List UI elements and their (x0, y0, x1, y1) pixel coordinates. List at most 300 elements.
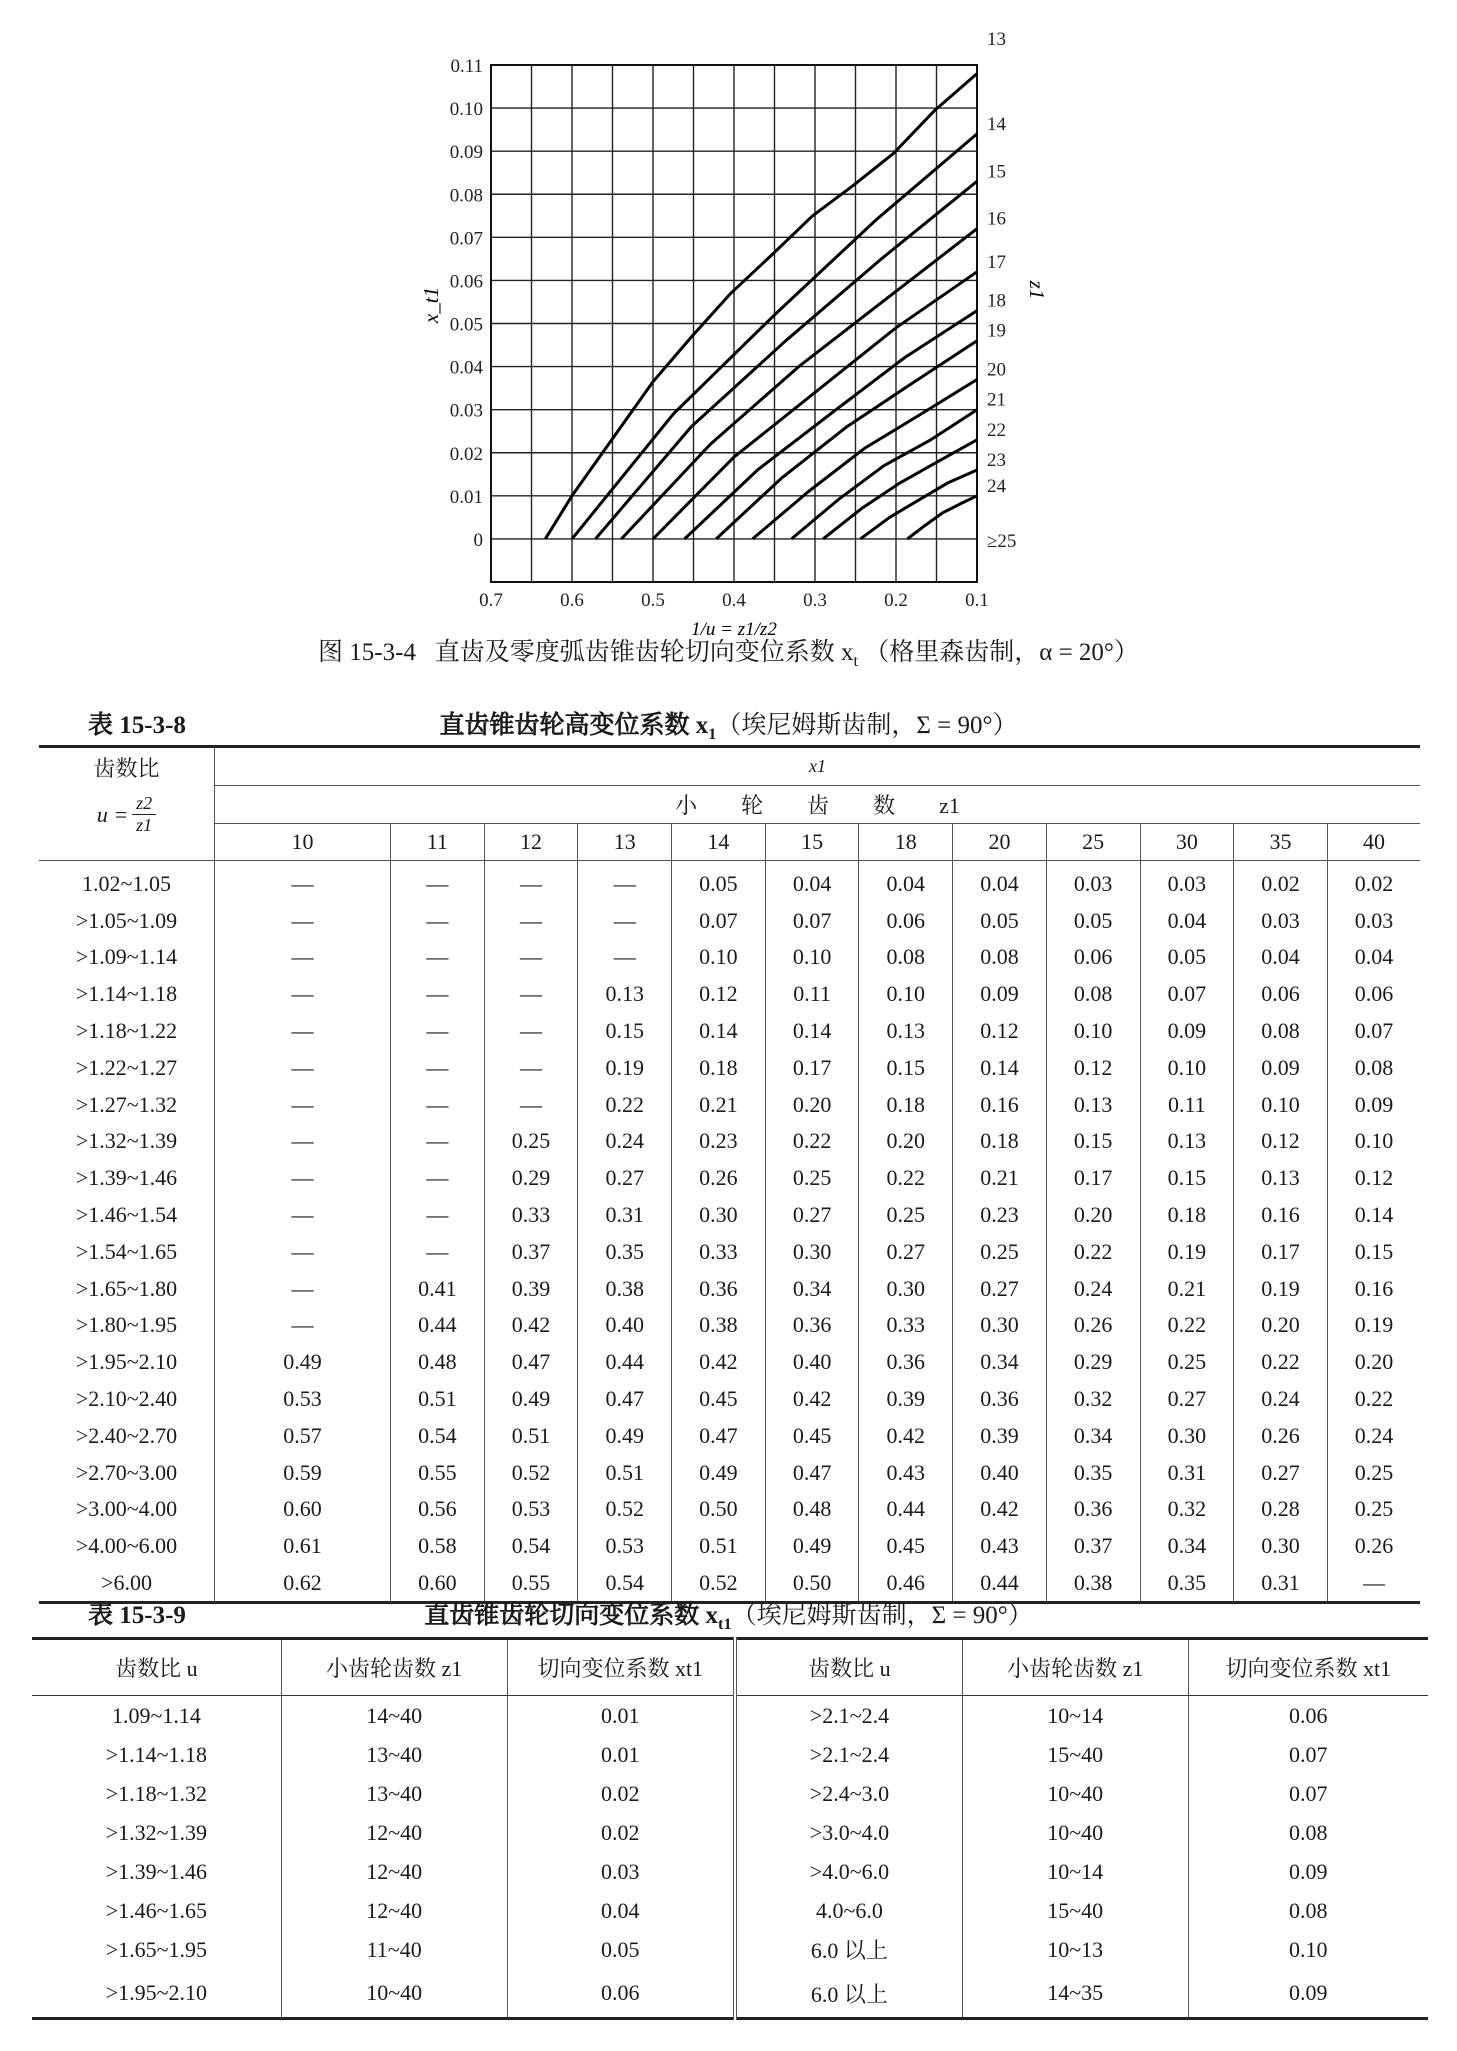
x-tick-label: 0.5 (641, 590, 665, 611)
value-cell: 0.25 (1140, 1344, 1234, 1381)
shift-coefficient-cell: 0.09 (1188, 1969, 1428, 2019)
table2-title-suffix: （埃尼姆斯齿制，Σ = 90°） (731, 1602, 1033, 1629)
table-row (39, 1454, 1420, 1491)
figure-title-suffix: （格里森齿制，α = 20°） (864, 639, 1139, 666)
shift-coefficient-cell: 0.07 (1188, 1774, 1428, 1813)
value-cell: — (215, 1160, 391, 1197)
series-label: 15 (987, 161, 1006, 183)
value-cell: 0.10 (859, 976, 953, 1013)
value-cell: 0.27 (953, 1270, 1047, 1307)
table-row (39, 1233, 1420, 1270)
table2-title-sub: t1 (718, 1615, 732, 1633)
value-cell: 0.10 (1140, 1049, 1234, 1086)
value-cell: 0.51 (672, 1528, 766, 1565)
x-tick-label: 0.4 (722, 590, 746, 611)
table-row (39, 1049, 1420, 1086)
ratio-cell: 6.0 以上 (735, 1969, 962, 2019)
y-tick-label: 0.07 (449, 228, 483, 250)
value-cell: 0.03 (1046, 861, 1140, 902)
value-cell: 0.08 (1327, 1049, 1420, 1086)
value-cell: 0.49 (765, 1528, 859, 1565)
value-cell: 0.14 (765, 1013, 859, 1050)
x-tick-label: 0.3 (803, 590, 827, 611)
value-cell: 0.45 (672, 1381, 766, 1418)
ratio-cell: >2.1~2.4 (735, 1696, 962, 1736)
value-cell: 0.53 (578, 1528, 672, 1565)
value-cell: 0.20 (859, 1123, 953, 1160)
y-tick-label: 0.02 (449, 443, 483, 465)
value-cell: 0.13 (578, 976, 672, 1013)
value-cell: 0.02 (1327, 861, 1420, 902)
value-cell: — (215, 1270, 391, 1307)
value-cell: 0.22 (578, 1086, 672, 1123)
column-header: 35 (1234, 823, 1328, 861)
pinion-teeth-cell: 10~40 (962, 1774, 1188, 1813)
ratio-cell: >2.1~2.4 (735, 1735, 962, 1774)
ratio-cell: >4.0~6.0 (735, 1852, 962, 1891)
ratio-cell: >1.54~1.65 (75, 1238, 178, 1264)
y-tick-label: 0.09 (449, 142, 483, 164)
value-cell: 0.27 (578, 1160, 672, 1197)
value-cell: 0.52 (484, 1454, 578, 1491)
value-cell: 0.21 (953, 1160, 1047, 1197)
value-cell: 0.60 (215, 1491, 391, 1528)
value-cell: 0.12 (672, 976, 766, 1013)
table1-title-main: 直齿锥齿轮高变位系数 x (439, 712, 709, 739)
table-row (39, 1307, 1420, 1344)
table-row (32, 1969, 1428, 2019)
value-cell: 0.27 (765, 1197, 859, 1234)
value-cell: 0.09 (1140, 1013, 1234, 1050)
value-cell: 0.13 (859, 1013, 953, 1050)
ratio-cell: >3.00~4.00 (75, 1496, 178, 1522)
value-cell: 0.05 (1046, 902, 1140, 939)
ratio-cell: >1.39~1.46 (75, 1165, 178, 1191)
value-cell: 0.08 (953, 939, 1047, 976)
value-cell: 0.03 (1234, 902, 1328, 939)
value-cell: 0.22 (859, 1160, 953, 1197)
value-cell: 0.60 (391, 1565, 485, 1603)
value-cell: 0.12 (1327, 1160, 1420, 1197)
value-cell: 0.43 (953, 1528, 1047, 1565)
figure-number: 图 15-3-4 (318, 639, 416, 666)
pinion-teeth-cell: 15~40 (962, 1891, 1188, 1930)
value-cell: 0.12 (1046, 1049, 1140, 1086)
series-label: 20 (987, 359, 1006, 381)
shift-coefficient-cell: 0.01 (507, 1735, 735, 1774)
value-cell: 0.06 (1046, 939, 1140, 976)
value-cell: — (391, 1197, 485, 1234)
ratio-cell: >1.05~1.09 (75, 907, 178, 933)
value-cell: 0.42 (672, 1344, 766, 1381)
ratio-cell: 6.0 以上 (735, 1930, 962, 1969)
series-label: 14 (987, 113, 1006, 135)
table1-title-sub: 1 (708, 725, 717, 743)
value-cell: 0.06 (859, 902, 953, 939)
shift-coefficient-cell: 0.02 (507, 1813, 735, 1852)
column-header: 小齿轮齿数 z1 (962, 1639, 1188, 1696)
value-cell: 0.13 (1234, 1160, 1328, 1197)
value-cell: 0.11 (1140, 1086, 1234, 1123)
value-cell: — (484, 1013, 578, 1050)
value-cell: 0.09 (1234, 1049, 1328, 1086)
series-label: 18 (987, 290, 1006, 312)
value-cell: — (215, 861, 391, 902)
ratio-header: 齿数比 (93, 756, 160, 781)
value-cell: 0.31 (578, 1197, 672, 1234)
table1-title (0, 705, 1457, 744)
value-cell: 0.07 (1327, 1013, 1420, 1050)
value-cell: 0.25 (859, 1197, 953, 1234)
table-row (39, 1381, 1420, 1418)
table1-number: 表 15-3-8 (88, 712, 186, 739)
value-cell: 0.38 (672, 1307, 766, 1344)
ratio-cell: >1.14~1.18 (75, 981, 178, 1007)
value-cell: 0.42 (765, 1381, 859, 1418)
value-cell: — (484, 939, 578, 976)
value-cell: — (484, 902, 578, 939)
value-cell: 0.07 (1140, 976, 1234, 1013)
pinion-teeth-cell: 14~40 (281, 1696, 507, 1736)
value-cell: 0.21 (672, 1086, 766, 1123)
value-cell: 0.62 (215, 1565, 391, 1603)
value-cell: 0.04 (859, 861, 953, 902)
table-row (39, 1528, 1420, 1565)
value-cell: 0.36 (765, 1307, 859, 1344)
y-tick-label: 0.04 (449, 357, 483, 379)
column-header: 25 (1046, 823, 1140, 861)
value-cell: — (484, 1086, 578, 1123)
series-label: 22 (987, 419, 1006, 441)
table2-title (0, 1595, 1457, 1634)
ratio-cell: >1.18~1.22 (75, 1017, 178, 1043)
value-cell: 0.23 (953, 1197, 1047, 1234)
ratio-fraction (132, 793, 156, 836)
value-cell: 0.18 (1140, 1197, 1234, 1234)
table1-title-suffix: （埃尼姆斯齿制，Σ = 90°） (716, 712, 1018, 739)
pinion-teeth-cell: 12~40 (281, 1891, 507, 1930)
value-cell: 0.49 (215, 1344, 391, 1381)
value-cell: 0.37 (1046, 1528, 1140, 1565)
value-cell: 0.37 (484, 1233, 578, 1270)
value-cell: 0.59 (215, 1454, 391, 1491)
value-cell: 0.41 (391, 1270, 485, 1307)
value-cell: 0.57 (215, 1417, 391, 1454)
y-tick-label: 0.01 (449, 486, 483, 508)
table-row (39, 976, 1420, 1013)
column-header: 齿数比 u (32, 1639, 281, 1696)
value-cell: 0.42 (484, 1307, 578, 1344)
series-label: 23 (987, 449, 1006, 471)
table-row (39, 1123, 1420, 1160)
ratio-cell: >1.14~1.18 (105, 1741, 208, 1767)
shift-coefficient-cell: 0.04 (507, 1891, 735, 1930)
value-cell: 0.34 (953, 1344, 1047, 1381)
shift-coefficient-cell: 0.05 (507, 1930, 735, 1969)
value-cell: 0.44 (391, 1307, 485, 1344)
table-row (39, 1344, 1420, 1381)
value-cell: 0.44 (953, 1565, 1047, 1603)
value-cell: 0.32 (1046, 1381, 1140, 1418)
value-cell: — (391, 1086, 485, 1123)
value-cell: 0.49 (672, 1454, 766, 1491)
table-row (32, 1891, 1428, 1930)
value-cell: 0.47 (578, 1381, 672, 1418)
table-row (39, 1417, 1420, 1454)
column-header: 14 (672, 823, 766, 861)
value-cell: 0.30 (672, 1197, 766, 1234)
value-cell: 0.10 (1327, 1123, 1420, 1160)
shift-coefficient-cell: 0.07 (1188, 1735, 1428, 1774)
value-cell: 0.22 (765, 1123, 859, 1160)
x-tick-label: 0.1 (965, 590, 989, 611)
value-cell: 0.38 (578, 1270, 672, 1307)
value-cell: — (391, 902, 485, 939)
value-cell: — (484, 1049, 578, 1086)
table-row (32, 1930, 1428, 1969)
value-cell: 0.15 (1140, 1160, 1234, 1197)
value-cell: 0.29 (1046, 1344, 1140, 1381)
column-header: 切向变位系数 xt1 (507, 1639, 735, 1696)
ratio-cell: >2.4~3.0 (735, 1774, 962, 1813)
ratio-header-cell (39, 747, 215, 861)
ratio-cell: >1.95~2.10 (105, 1980, 208, 2005)
value-cell: 0.51 (391, 1381, 485, 1418)
value-cell: 0.55 (391, 1454, 485, 1491)
ratio-cell: >1.09~1.14 (75, 944, 178, 970)
series-label: 13 (987, 29, 1006, 50)
value-cell: 0.49 (484, 1381, 578, 1418)
value-cell: 0.52 (672, 1565, 766, 1603)
value-cell: 0.39 (484, 1270, 578, 1307)
value-cell: 0.33 (672, 1233, 766, 1270)
value-cell: 0.07 (672, 902, 766, 939)
value-cell: 0.08 (859, 939, 953, 976)
column-header: 小齿轮齿数 z1 (281, 1639, 507, 1696)
value-cell: 0.09 (1327, 1086, 1420, 1123)
shift-coefficient-cell: 0.08 (1188, 1891, 1428, 1930)
value-cell: 0.35 (578, 1233, 672, 1270)
shift-coefficient-cell: 0.06 (1188, 1696, 1428, 1736)
value-cell: 0.34 (1046, 1417, 1140, 1454)
table-row (39, 1013, 1420, 1050)
series-label: 19 (987, 320, 1006, 342)
value-cell: 0.29 (484, 1160, 578, 1197)
value-cell: 0.25 (484, 1123, 578, 1160)
value-cell: — (391, 861, 485, 902)
ratio-cell: >3.0~4.0 (735, 1813, 962, 1852)
ratio-cell: 1.09~1.14 (111, 1702, 201, 1728)
value-cell: 0.28 (1234, 1491, 1328, 1528)
value-cell: 0.27 (1234, 1454, 1328, 1491)
tangential-shift-chart (0, 0, 1457, 680)
value-cell: 0.27 (1140, 1381, 1234, 1418)
value-cell: 0.34 (1140, 1528, 1234, 1565)
x1-header: x1 (215, 747, 1421, 786)
value-cell: 0.19 (1140, 1233, 1234, 1270)
ratio-formula (39, 793, 214, 836)
ratio-cell: >2.10~2.40 (75, 1385, 178, 1411)
value-cell: — (578, 939, 672, 976)
value-cell: 0.03 (1140, 861, 1234, 902)
pinion-teeth-cell: 12~40 (281, 1813, 507, 1852)
value-cell: 0.26 (672, 1160, 766, 1197)
ratio-u: u = (96, 801, 129, 827)
table-row (39, 1270, 1420, 1307)
value-cell: 0.25 (953, 1233, 1047, 1270)
ratio-cell: >1.65~1.80 (75, 1275, 178, 1301)
value-cell: 0.44 (859, 1491, 953, 1528)
value-cell: 0.31 (1140, 1454, 1234, 1491)
value-cell: 0.54 (484, 1528, 578, 1565)
ratio-cell: 4.0~6.0 (735, 1891, 962, 1930)
value-cell: 0.50 (765, 1565, 859, 1603)
x-tick-label: 0.7 (479, 590, 503, 611)
series-label: 21 (987, 389, 1006, 411)
value-cell: 0.10 (1046, 1013, 1140, 1050)
value-cell: 0.14 (672, 1013, 766, 1050)
value-cell: — (1327, 1565, 1420, 1603)
value-cell: 0.06 (1327, 976, 1420, 1013)
pinion-teeth-cell: 11~40 (281, 1930, 507, 1969)
ratio-denominator: z1 (136, 815, 153, 835)
pinion-teeth-cell: 10~40 (281, 1969, 507, 2019)
ratio-cell: >1.46~1.65 (105, 1897, 208, 1923)
header-row-z1 (39, 785, 1420, 823)
value-cell: 0.20 (1046, 1197, 1140, 1234)
value-cell: 0.24 (1234, 1381, 1328, 1418)
value-cell: 0.53 (215, 1381, 391, 1418)
value-cell: 0.52 (578, 1491, 672, 1528)
value-cell: 0.40 (578, 1307, 672, 1344)
value-cell: 0.16 (953, 1086, 1047, 1123)
table-row (39, 1086, 1420, 1123)
value-cell: — (215, 1307, 391, 1344)
value-cell: — (578, 902, 672, 939)
value-cell: 0.61 (215, 1528, 391, 1565)
pinion-teeth-cell: 13~40 (281, 1735, 507, 1774)
value-cell: 0.23 (672, 1123, 766, 1160)
ratio-cell: >6.00 (101, 1569, 152, 1595)
ratio-cell: >2.40~2.70 (75, 1422, 178, 1448)
table-row (32, 1696, 1428, 1736)
pinion-teeth-cell: 14~35 (962, 1969, 1188, 2019)
value-cell: 0.05 (953, 902, 1047, 939)
value-cell: 0.51 (484, 1417, 578, 1454)
value-cell: 0.46 (859, 1565, 953, 1603)
table-row (39, 1197, 1420, 1234)
value-cell: 0.15 (1327, 1233, 1420, 1270)
table2-number: 表 15-3-9 (88, 1602, 186, 1629)
value-cell: 0.53 (484, 1491, 578, 1528)
value-cell: 0.09 (953, 976, 1047, 1013)
value-cell: 0.22 (1046, 1233, 1140, 1270)
value-cell: 0.27 (859, 1233, 953, 1270)
pinion-teeth-cell: 10~14 (962, 1852, 1188, 1891)
column-header: 20 (953, 823, 1047, 861)
value-cell: 0.54 (578, 1565, 672, 1603)
table-row (39, 1160, 1420, 1197)
value-cell: 0.45 (765, 1417, 859, 1454)
header-row-x1 (39, 747, 1420, 786)
value-cell: 0.10 (1234, 1086, 1328, 1123)
value-cell: — (391, 939, 485, 976)
pinion-teeth-cell: 10~13 (962, 1930, 1188, 1969)
series-line-z16 (621, 229, 977, 539)
value-cell: 0.30 (765, 1233, 859, 1270)
series-label: ≥25 (987, 530, 1017, 552)
value-cell: 0.08 (1046, 976, 1140, 1013)
value-cell: 0.36 (1046, 1491, 1140, 1528)
value-cell: — (391, 1013, 485, 1050)
pinion-teeth-cell: 15~40 (962, 1735, 1188, 1774)
shift-coefficient-cell: 0.01 (507, 1696, 735, 1736)
shift-coefficient-cell: 0.09 (1188, 1852, 1428, 1891)
series-label: 24 (987, 475, 1006, 497)
column-header: 切向变位系数 xt1 (1188, 1639, 1428, 1696)
value-cell: 0.26 (1327, 1528, 1420, 1565)
value-cell: 0.13 (1140, 1123, 1234, 1160)
header-row-columns (39, 823, 1420, 861)
value-cell: 0.16 (1234, 1197, 1328, 1234)
column-header: 11 (391, 823, 485, 861)
pinion-teeth-cell: 10~14 (962, 1696, 1188, 1736)
ratio-cell: >1.80~1.95 (75, 1312, 178, 1338)
value-cell: 0.36 (672, 1270, 766, 1307)
value-cell: 0.24 (578, 1123, 672, 1160)
value-cell: 0.20 (1234, 1307, 1328, 1344)
y-tick-label: 0.10 (449, 99, 483, 121)
value-cell: 0.19 (1234, 1270, 1328, 1307)
value-cell: 0.56 (391, 1491, 485, 1528)
value-cell: 0.04 (953, 861, 1047, 902)
value-cell: 0.39 (953, 1417, 1047, 1454)
value-cell: 0.05 (672, 861, 766, 902)
value-cell: 0.12 (953, 1013, 1047, 1050)
column-header: 10 (215, 823, 391, 861)
y-tick-label: 0.05 (449, 314, 483, 336)
column-header: 13 (578, 823, 672, 861)
value-cell: 0.31 (1234, 1565, 1328, 1603)
value-cell: 0.08 (1234, 1013, 1328, 1050)
value-cell: — (215, 939, 391, 976)
value-cell: 0.30 (953, 1307, 1047, 1344)
table-row (32, 1852, 1428, 1891)
value-cell: 0.30 (1140, 1417, 1234, 1454)
series-line-z13 (545, 74, 977, 539)
figure-caption (0, 632, 1457, 671)
value-cell: 0.33 (859, 1307, 953, 1344)
value-cell: 0.16 (1327, 1270, 1420, 1307)
value-cell: 0.17 (1046, 1160, 1140, 1197)
value-cell: — (391, 1233, 485, 1270)
value-cell: 0.10 (672, 939, 766, 976)
value-cell: 0.19 (1327, 1307, 1420, 1344)
table-row (39, 1491, 1420, 1528)
value-cell: 0.40 (765, 1344, 859, 1381)
shift-coefficient-cell: 0.08 (1188, 1813, 1428, 1852)
pinion-teeth-cell: 10~40 (962, 1813, 1188, 1852)
ratio-cell: >1.27~1.32 (75, 1091, 178, 1117)
pinion-teeth-cell: 12~40 (281, 1852, 507, 1891)
value-cell: 0.35 (1140, 1565, 1234, 1603)
column-header: 齿数比 u (735, 1639, 962, 1696)
value-cell: 0.34 (765, 1270, 859, 1307)
value-cell: 0.15 (859, 1049, 953, 1086)
value-cell: 0.26 (1046, 1307, 1140, 1344)
value-cell: 0.30 (859, 1270, 953, 1307)
value-cell: 0.48 (765, 1491, 859, 1528)
